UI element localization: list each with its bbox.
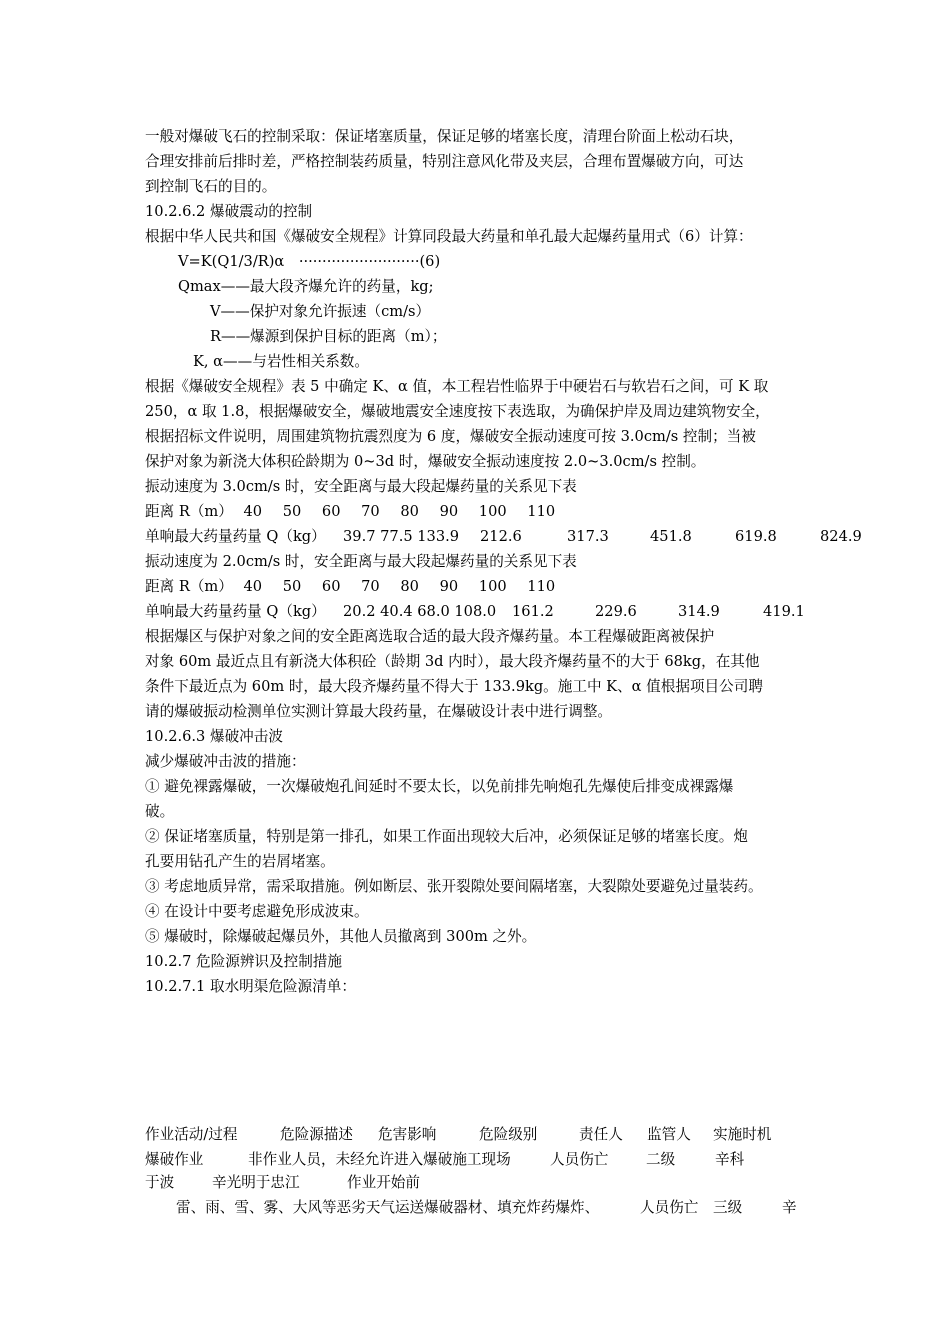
table2-charge-value: 229.6 xyxy=(595,603,637,620)
header-timing: 实施时机 xyxy=(713,1126,772,1143)
header-description: 危险源描述 xyxy=(280,1126,353,1143)
row1-activity: 爆破作业 xyxy=(145,1151,204,1168)
header-level: 危险级别 xyxy=(479,1126,538,1143)
definition-k: K, α——与岩性相关系数。 xyxy=(193,353,369,370)
paragraph-flyrock-line-1: 一般对爆破飞石的控制采取：保证堵塞质量，保证足够的堵塞长度，清理台阶面上松动石块， xyxy=(145,128,744,145)
paragraph-kvalue-line-1: 根据《爆破安全规程》表 5 中确定 K、α 值，本工程岩性临界于中硬岩石与软岩石之间，可 K 取 xyxy=(145,378,769,395)
row1-level: 二级 xyxy=(646,1151,676,1168)
table1-charge-value: 451.8 xyxy=(650,528,692,545)
table2-distance-value: 110 xyxy=(527,578,556,595)
table1-charge-value: 317.3 xyxy=(567,528,609,545)
table1-charge-label: 单响最大药量药量 Q（kg） xyxy=(145,528,326,545)
row1-impact: 人员伤亡 xyxy=(550,1151,609,1168)
table1-distance-value: 80 xyxy=(400,503,419,520)
section-heading-vibration: 10.2.6.2 爆破震动的控制 xyxy=(145,203,313,220)
table1-distance-value: 60 xyxy=(321,503,341,520)
row1-supervisor: 辛光明于忠江 xyxy=(212,1174,300,1191)
table2-charge-values: 20.2 40.4 68.0 108.0 xyxy=(343,603,497,620)
row2-impact: 人员伤亡 xyxy=(640,1199,699,1216)
definition-qmax: Qmax——最大段齐爆允许的药量，kg; xyxy=(178,278,434,295)
table2-distance-value: 50 xyxy=(282,578,302,595)
paragraph-kvalue-line-3: 根据招标文件说明，周围建筑物抗震烈度为 6 度，爆破安全振动速度可按 3.0cm/s 控制；当被 xyxy=(145,428,756,445)
measure-4: ④ 在设计中要考虑避免形成波束。 xyxy=(145,903,369,920)
table1-distance-value: 70 xyxy=(361,503,380,520)
table2-title: 振动速度为 2.0cm/s 时，安全距离与最大段起爆药量的关系见下表 xyxy=(145,553,577,570)
table1-distance-value: 100 xyxy=(478,503,507,520)
row1-responsible-a: 辛科 xyxy=(715,1151,745,1168)
paragraph-kvalue-line-2: 250，α 取 1.8，根据爆破安全，爆破地震安全速度按下表选取，为确保护岸及周边建筑物安全， xyxy=(145,403,770,420)
table1-distance-value: 40 xyxy=(243,503,263,520)
row1-description: 非作业人员，未经允许进入爆破施工现场 xyxy=(248,1151,511,1168)
header-supervisor: 监管人 xyxy=(647,1126,691,1143)
table2-charge-value: 161.2 xyxy=(512,603,554,620)
paragraph-kvalue-line-4: 保护对象为新浇大体积砼龄期为 0~3d 时，爆破安全振动速度按 2.0~3.0cm/s 控制。 xyxy=(145,453,706,470)
table1-charge-value: 824.9 xyxy=(820,528,862,545)
shockwave-intro: 减少爆破冲击波的措施： xyxy=(145,753,306,770)
paragraph-select-line-1: 根据爆区与保护对象之间的安全距离选取合适的最大段齐爆药量。本工程爆破距离被保护 xyxy=(145,628,715,645)
table2-distance-value: 90 xyxy=(439,578,459,595)
paragraph-select-line-2: 对象 60m 最近点且有新浇大体积砼（龄期 3d 内时），最大段齐爆药量不的大于 68kg，在其他 xyxy=(145,653,760,670)
row1-responsible-b: 于波 xyxy=(145,1174,175,1191)
measure-3: ③ 考虑地质异常，需采取措施。例如断层、张开裂隙处要间隔堵塞，大裂隙处要避免过量装药。 xyxy=(145,878,763,895)
table1-distance-value: 110 xyxy=(527,503,556,520)
measure-1-line-2: 破。 xyxy=(145,803,175,820)
row2-level: 三级 xyxy=(713,1199,743,1216)
measure-2-line-1: ② 保证堵塞质量，特别是第一排孔，如果工作面出现较大后冲，必须保证足够的堵塞长度。炮 xyxy=(145,828,748,845)
paragraph-flyrock-line-3: 到控制飞石的目的。 xyxy=(145,178,277,195)
table2-distance-label: 距离 R（m） xyxy=(145,578,233,595)
measure-5: ⑤ 爆破时，除爆破起爆员外，其他人员撤离到 300m 之外。 xyxy=(145,928,537,945)
header-activity: 作业活动/过程 xyxy=(145,1126,238,1143)
table2-charge-value: 314.9 xyxy=(678,603,720,620)
table2-distance-value: 100 xyxy=(478,578,507,595)
table1-distance-value: 50 xyxy=(282,503,302,520)
paragraph-flyrock-line-2: 合理安排前后排时差，严格控制装药质量，特别注意风化带及夹层，合理布置爆破方向，可达 xyxy=(145,153,744,170)
table2-distance-row xyxy=(145,575,571,599)
table1-distance-row xyxy=(145,500,571,524)
row2-description: 雷、雨、雪、雾、大风等恶劣天气运送爆破器材、填充炸药爆炸、 xyxy=(176,1199,600,1216)
table1-charge-values: 39.7 77.5 133.9 xyxy=(343,528,460,545)
table1-charge-value: 212.6 xyxy=(480,528,522,545)
paragraph-select-line-4: 请的爆破振动检测单位实测计算最大段药量，在爆破设计表中进行调整。 xyxy=(145,703,613,720)
section-heading-hazard-list: 10.2.7.1 取水明渠危险源清单： xyxy=(145,978,356,995)
paragraph-intro: 根据中华人民共和国《爆破安全规程》计算同段最大药量和单孔最大起爆药量用式（6）计算： xyxy=(145,228,753,245)
definition-v: V——保护对象允许振速（cm/s） xyxy=(210,303,431,320)
table2-charge-label: 单响最大药量药量 Q（kg） xyxy=(145,603,326,620)
measure-1-line-1: ① 避免裸露爆破，一次爆破炮孔间延时不要太长，以免前排先响炮孔先爆使后排变成裸露爆 xyxy=(145,778,734,795)
table2-charge-value: 419.1 xyxy=(763,603,805,620)
table1-title: 振动速度为 3.0cm/s 时，安全距离与最大段起爆药量的关系见下表 xyxy=(145,478,577,495)
measure-2-line-2: 孔要用钻孔产生的岩屑堵塞。 xyxy=(145,853,335,870)
table1-charge-value: 619.8 xyxy=(735,528,777,545)
header-impact: 危害影响 xyxy=(378,1126,437,1143)
row2-responsible: 辛 xyxy=(782,1199,797,1216)
table2-distance-value: 80 xyxy=(400,578,419,595)
header-responsible: 责任人 xyxy=(579,1126,623,1143)
paragraph-select-line-3: 条件下最近点为 60m 时，最大段齐爆药量不得大于 133.9kg。施工中 K、α 值根据项目公司聘 xyxy=(145,678,763,695)
section-heading-shockwave: 10.2.6.3 爆破冲击波 xyxy=(145,728,283,745)
section-heading-hazard: 10.2.7 危险源辨识及控制措施 xyxy=(145,953,342,970)
table2-distance-value: 60 xyxy=(321,578,341,595)
formula-line: V=K(Q1/3/R)α ··························(6) xyxy=(178,253,441,270)
row1-timing: 作业开始前 xyxy=(347,1174,420,1191)
definition-r: R——爆源到保护目标的距离（m）； xyxy=(210,328,447,345)
table2-distance-value: 40 xyxy=(243,578,263,595)
table1-distance-label: 距离 R（m） xyxy=(145,503,233,520)
table1-charge-row xyxy=(145,525,862,549)
table2-charge-row xyxy=(145,600,805,624)
table2-distance-value: 70 xyxy=(361,578,380,595)
table1-distance-value: 90 xyxy=(439,503,459,520)
